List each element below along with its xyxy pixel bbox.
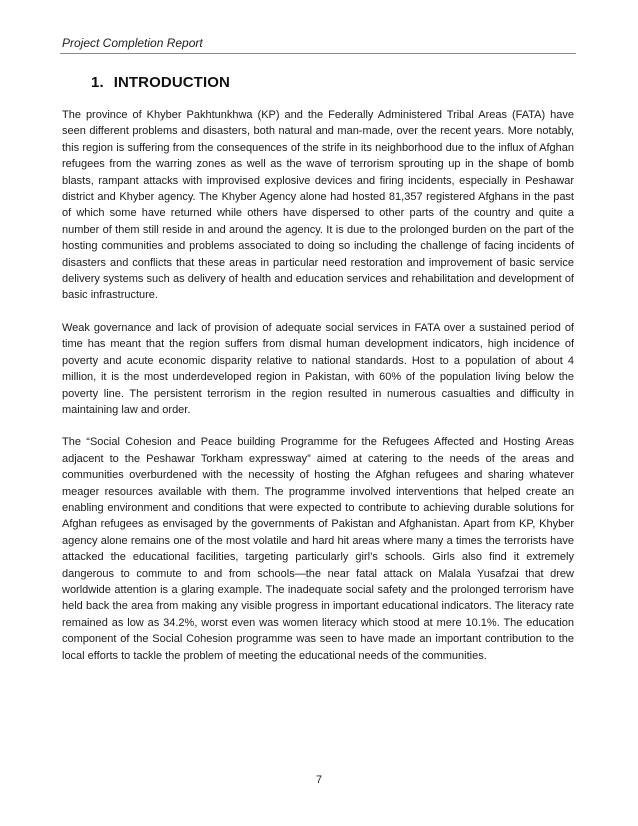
paragraph-2: Weak governance and lack of provision of adequate social services in FATA over a sustained period of time has meant that the region suffers from dismal human development indicators, high incidence of poverty and acute economic disparity relative to national standards. Host to a population of about 4 million, it is the most underdeveloped region in Pakistan, with 60% of the population living below the poverty line. The persistent terrorism in the region resulted in numerous casualties and difficulty in maintaining law and order. [62, 321, 574, 416]
body-text [62, 107, 574, 680]
section-number: 1. [91, 74, 104, 91]
section-heading [91, 74, 230, 91]
running-header: Project Completion Report [62, 36, 203, 50]
paragraph-1: The province of Khyber Pakhtunkhwa (KP) and the Federally Administered Tribal Areas (FATA) have seen different problems and disasters, both natural and man-made, over the recent years. More notably, this region is suffering from the consequences of the strife in its neighborhood due to the influx of Afghan refugees from the warring zones as well as the wave of terrorism sprouting up in the shape of bomb blasts, rampant attacks with improvised explosive devices and firing incidents, especially in Peshawar district and Khyber agency. The Khyber Agency alone had hosted 81,357 registered Afghans in the past of which some have returned while others have dispersed to other parts of the country and quite a number of them still reside in and around the agency. It is due to the prolonged burden on the part of the hosting communities and problems associated to doing so including the challenge of facing incidents of disasters and conflicts that these areas in particular need restoration and improvement of basic service delivery systems such as delivery of health and education services and rehabilitation and development of basic infrastructure. [62, 109, 574, 302]
section-title: INTRODUCTION [113, 74, 230, 91]
page-number: 7 [315, 774, 323, 786]
header-divider [60, 53, 576, 54]
paragraph-3: The “Social Cohesion and Peace building Programme for the Refugees Affected and Hosting Areas adjacent to the Peshawar Torkham expressway” aimed at catering to the needs of the areas and communities overburdened with the necessity of hosting the Afghan refugees and sharing whatever meager resources available with them. The programme involved interventions that helped create an enabling environment and conditions that were expected to contribute to achieving durable solutions for Afghan refugees as envisaged by the governments of Pakistan and Afghanistan. Apart from KP, Khyber agency alone remains one of the most volatile and hard hit areas where many a times the terrorists have attacked the educational facilities, targeting particularly girl’s schools. Girls also find it extremely dangerous to commute to and from schools—the near fatal attack on Malala Yusafzai that drew worldwide attention is a glaring example. The inadequate social safety and the prolonged terrorism have held back the area from making any visible progress in important educational indicators. The literacy rate remained as low as 34.2%, worst even was women literacy which stood at mere 10.1%. The education component of the Social Cohesion programme was seen to have made an important contribution to the local efforts to tackle the problem of meeting the educational needs of the communities. [62, 436, 574, 662]
